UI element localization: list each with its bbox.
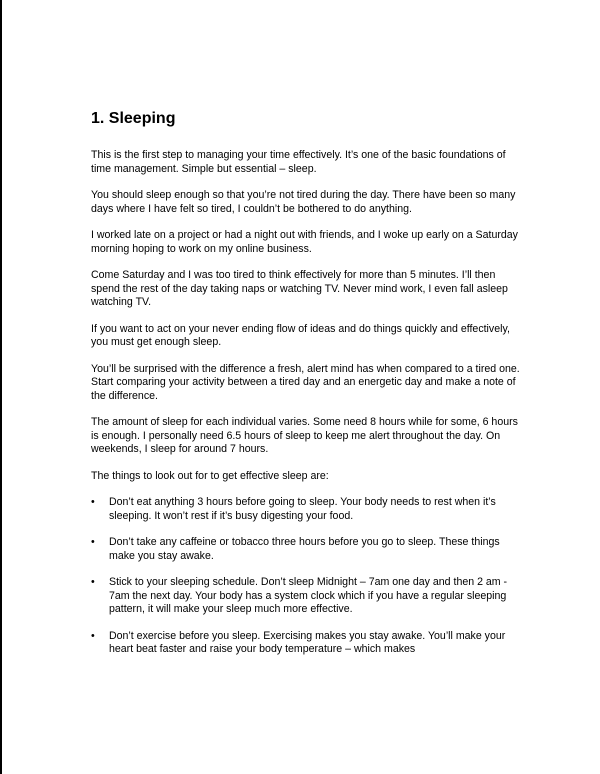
page-left-border [0,0,2,774]
list-item [91,576,521,617]
paragraph: You should sleep enough so that you’re not tired during the day. There have been so many days where I have felt so tired, I couldn’t be bothered to do anything. [91,189,516,215]
list-item-text: Don’t exercise before you sleep. Exercising makes you stay awake. You’ll make your heart beat faster and raise your body temperature – which makes [109,629,506,655]
paragraph: This is the first step to managing your time effectively. It’s one of the basic foundations of time management. Simple but essential – sleep. [91,149,506,175]
bullet-icon: • [91,576,95,588]
paragraph: The things to look out for to get effective sleep are: [91,469,329,482]
section-heading: 1. Sleeping [91,110,176,127]
paragraph: If you want to act on your never ending flow of ideas and do things quickly and effectively, you must get enough sleep. [91,322,510,348]
paragraph: The amount of sleep for each individual varies. Some need 8 hours while for some, 6 hours is enough. I personally need 6.5 hours of sleep to keep me alert throughout the day. On weekends, I sleep for around 7 hours. [91,416,518,455]
document-body [91,109,521,670]
list-item [91,536,521,563]
list-item [91,630,521,657]
list-item-text: Don’t eat anything 3 hours before going to sleep. Your body needs to rest when it’s sleeping. It won’t rest if it’s busy digesting your food. [109,496,496,522]
tips-list [91,496,521,657]
bullet-icon: • [91,496,95,508]
bullet-icon: • [91,536,95,548]
bullet-icon: • [91,629,95,642]
list-item-text: Stick to your sleeping schedule. Don’t sleep Midnight – 7am one day and then 2 am - 7am the next day. Your body has a system clock which if you have a regular sleeping pattern, it will make your sleep much more effective. [109,576,508,615]
paragraph: I worked late on a project or had a night out with friends, and I woke up early on a Saturday morning hoping to work on my online business. [91,229,518,255]
paragraph: Come Saturday and I was too tired to think effectively for more than 5 minutes. I’ll then spend the rest of the day taking naps or watching TV. Never mind work, I even fall asleep watching TV. [91,269,508,308]
list-item [91,496,521,523]
paragraph: You’ll be surprised with the difference a fresh, alert mind has when compared to a tired one. Start comparing your activity between a tired day and an energetic day and make a note of the difference. [91,362,520,402]
list-item-text: Don’t take any caffeine or tobacco three hours before you go to sleep. These things make you stay awake. [109,536,500,562]
